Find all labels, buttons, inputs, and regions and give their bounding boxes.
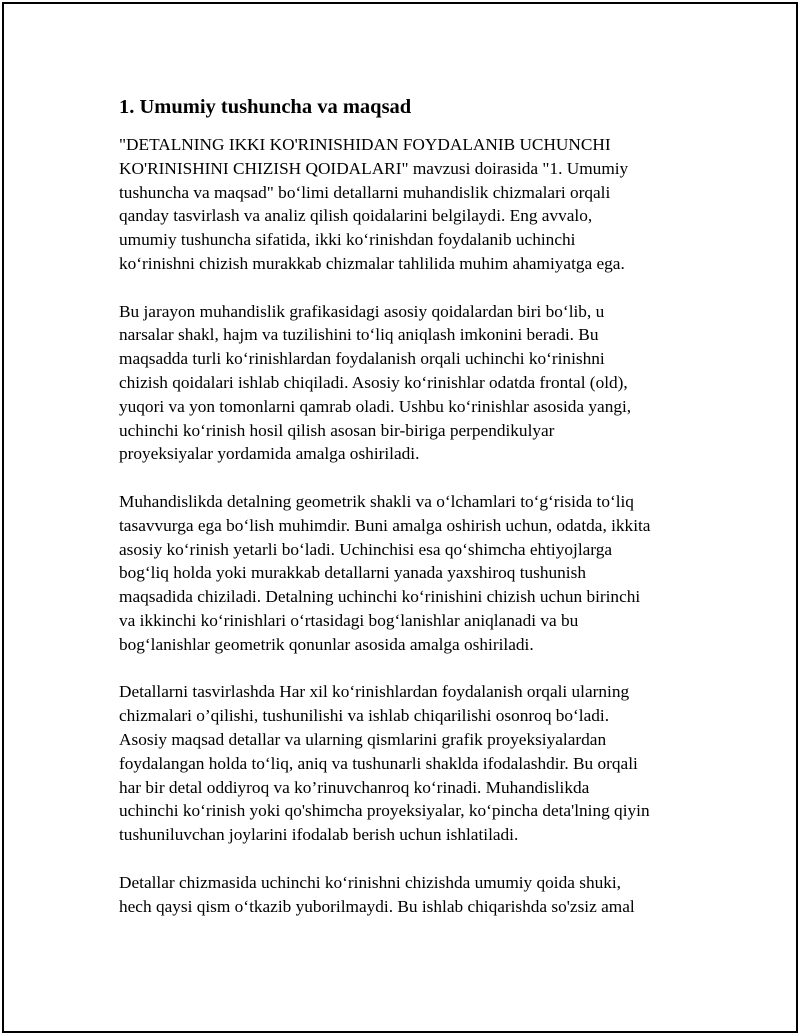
text-line: Muhandislikda detalning geometrik shakli va o‘lchamlari to‘g‘risida to‘liq [119, 491, 634, 511]
text-line: chizmalari o’qilishi, tushunilishi va ishlab chiqarilishi osonroq bo‘ladi. [119, 706, 610, 726]
text-line: proyeksiyalar yordamida amalga oshiriladi. [119, 444, 420, 464]
text-line: asosiy ko‘rinish yetarli bo‘ladi. Uchinchisi esa qo‘shimcha ehtiyojlarga [119, 539, 613, 559]
text-line: narsalar shakl, hajm va tuzilishini to‘liq aniqlash imkonini beradi. Bu [119, 325, 599, 345]
text-line: yuqori va yon tomonlarni qamrab oladi. Ushbu ko‘rinishlar asosida yangi, [119, 396, 632, 416]
text-line: ko‘rinishni chizish murakkab chizmalar tahlilida muhim ahamiyatga ega. [119, 253, 625, 273]
text-line: maqsadda turli ko‘rinishlardan foydalanish orqali uchinchi ko‘rinishni [119, 349, 605, 369]
text-line: KO'RINISHINI CHIZISH QOIDALARI" mavzusi doirasida "1. Umumiy [119, 158, 629, 178]
paragraph [119, 133, 691, 276]
text-line: har bir detal oddiyroq va ko’rinuvchanroq ko‘rinadi. Muhandislikda [119, 777, 590, 797]
section-heading: 1. Umumiy tushuncha va maqsad [119, 96, 412, 118]
text-line: bog‘liq holda yoki murakkab detallarni yanada yaxshiroq tushunish [119, 563, 586, 583]
document-page [2, 2, 798, 1033]
paragraph [119, 871, 691, 919]
text-line: Asosiy maqsad detallar va ularning qismlarini grafik proyeksiyalardan [119, 729, 607, 749]
text-line: maqsadida chiziladi. Detalning uchinchi ko‘rinishini chizish uchun birinchi [119, 587, 641, 607]
text-line: chizish qoidalari ishlab chiqiladi. Asosiy ko‘rinishlar odatda frontal (old), [119, 372, 628, 392]
text-line: tushuncha va maqsad" bo‘limi detallarni muhandislik chizmalari orqali [119, 182, 611, 202]
text-line: Bu jarayon muhandislik grafikasidagi asosiy qoidalardan biri bo‘lib, u [119, 301, 605, 321]
text-line: foydalangan holda to‘liq, aniq va tushunarli shaklda ifodalashdir. Bu orqali [119, 753, 638, 773]
text-line: umumiy tushuncha sifatida, ikki ko‘rinishdan foydalanib uchinchi [119, 230, 576, 250]
text-line: bog‘lanishlar geometrik qonunlar asosida amalga oshiriladi. [119, 634, 534, 654]
paragraph [119, 300, 691, 467]
text-line: Detallar chizmasida uchinchi ko‘rinishni chizishda umumiy qoida shuki, [119, 872, 622, 892]
text-line: "DETALNING IKKI KO'RINISHIDAN FOYDALANIB UCHUNCHI [119, 135, 611, 154]
text-line: uchinchi ko‘rinish hosil qilish asosan bir-biriga perpendikulyar [119, 420, 555, 440]
document-body [119, 94, 691, 942]
paragraph [119, 490, 691, 657]
text-line: tasavvurga ega bo‘lish muhimdir. Buni amalga oshirish uchun, odatda, ikkita [119, 515, 651, 535]
paragraph [119, 680, 691, 847]
text-line: va ikkinchi ko‘rinishlari o‘rtasidagi bog‘lanishlar aniqlanadi va bu [119, 610, 579, 630]
text-line: hech qaysi qism o‘tkazib yuborilmaydi. Bu ishlab chiqarishda so'zsiz amal [119, 896, 635, 916]
text-line: tushuniluvchan joylarini ifodalab berish uchun ishlatiladi. [119, 825, 519, 845]
text-line: uchinchi ko‘rinish yoki qo'shimcha proyeksiyalar, ko‘pincha deta'lning qiyin [119, 801, 650, 821]
text-line: qanday tasvirlash va analiz qilish qoidalarini belgilaydi. Eng avvalo, [119, 206, 593, 226]
text-line: Detallarni tasvirlashda Har xil ko‘rinishlardan foydalanish orqali ularning [119, 682, 630, 702]
